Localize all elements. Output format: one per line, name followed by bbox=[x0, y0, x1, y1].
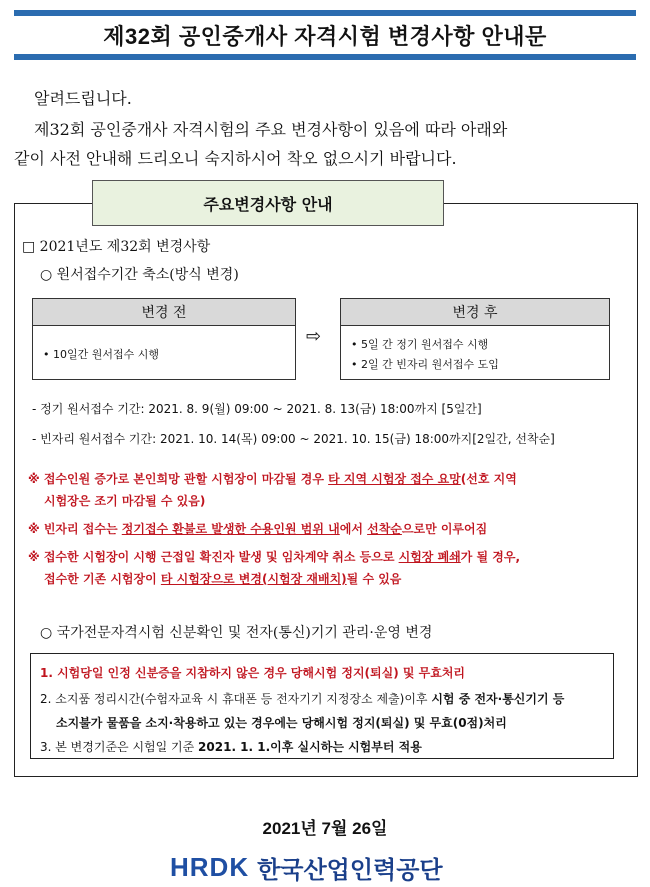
after-heading: 변경 후 bbox=[341, 299, 609, 326]
after-item: • 5일 간 정기 원서접수 시행 bbox=[351, 338, 489, 351]
intro-line-2: 같이 사전 안내해 드리오니 숙지하시어 착오 없으시기 바랍니다. bbox=[14, 149, 457, 168]
main-box-header-text: 주요변경사항 안내 bbox=[203, 194, 333, 214]
org-logo bbox=[170, 850, 443, 885]
note-3: ※ 접수한 시험장이 시행 근접일 확진자 발생 및 임차계약 취소 등으로 시험장 폐쇄가 될 경우, 접수한 기존 시험장이 타 시험장으로 변경(시험장 재배치)될 수 있음 bbox=[28, 550, 521, 586]
document-title: 제32회 공인중개사 자격시험 변경사항 안내문 bbox=[103, 23, 547, 49]
before-item: • 10일간 원서접수 시행 bbox=[43, 348, 159, 361]
title-bar bbox=[14, 10, 636, 60]
vacancy-schedule-value: 2021. 10. 14(목) 09:00 ~ 2021. 10. 15(금) 18:00까지[2일간, 선착순] bbox=[159, 432, 555, 446]
regular-schedule-value: 2021. 8. 9(월) 09:00 ~ 2021. 8. 13(금) 18:00까지 [5일간] bbox=[148, 402, 482, 416]
greeting-text: 알려드립니다. bbox=[34, 89, 132, 108]
document-date: 2021년 7월 26일 bbox=[262, 819, 388, 838]
after-change-box bbox=[340, 298, 610, 380]
main-box-header bbox=[92, 180, 444, 226]
after-item: • 2일 간 빈자리 원서접수 도입 bbox=[351, 358, 499, 371]
section1-subheading: ○ 원서접수기간 축소(방식 변경) bbox=[40, 267, 239, 283]
intro-line-1: 제32회 공인중개사 자격시험의 주요 변경사항이 있음에 따라 아래와 bbox=[34, 120, 508, 139]
rule-2-line1: 2. 소지품 정리시간(수험자교육 시 휴대폰 등 전자기기 지정장소 제출)이후 시험 중 전자·통신기기 등 bbox=[40, 692, 565, 706]
hrdk-logo-mark: HRDK bbox=[170, 852, 250, 882]
regular-schedule bbox=[32, 400, 482, 417]
rule-1: 1. 시험당일 인정 신분증을 지참하지 않은 경우 당해시험 정지(퇴실) 및 무효처리 bbox=[40, 666, 466, 680]
note-2: ※ 빈자리 접수는 정기접수 환불로 발생한 수용인원 범위 내에서 선착순으로만 이루어짐 bbox=[28, 522, 488, 536]
note-1: ※ 접수인원 증가로 본인희망 관할 시험장이 마감될 경우 타 지역 시험장 접수 요망(선호 지역 시험장은 조기 마감될 수 있음) bbox=[28, 472, 517, 508]
vacancy-schedule-label: - 빈자리 원서접수 기간: bbox=[32, 432, 160, 446]
before-change-box bbox=[32, 298, 296, 380]
vacancy-schedule bbox=[32, 430, 555, 447]
section1-heading: □ 2021년도 제32회 변경사항 bbox=[22, 239, 211, 255]
rule-3: 3. 본 변경기준은 시험일 기준 2021. 1. 1.이후 실시하는 시험부터 적용 bbox=[40, 740, 422, 754]
arrow-icon: ⇨ bbox=[306, 326, 322, 347]
regular-schedule-label: - 정기 원서접수 기간: bbox=[32, 402, 149, 416]
section2-heading: ○ 국가전문자격시험 신분확인 및 전자(통신)기기 관리·운영 변경 bbox=[40, 625, 433, 641]
before-heading: 변경 전 bbox=[33, 299, 295, 326]
rule-2-line2: 소지불가 물품을 소지·착용하고 있는 경우에는 당해시험 정지(퇴실) 및 무효(0점)처리 bbox=[56, 716, 507, 730]
org-name: 한국산업인력공단 bbox=[257, 857, 443, 884]
